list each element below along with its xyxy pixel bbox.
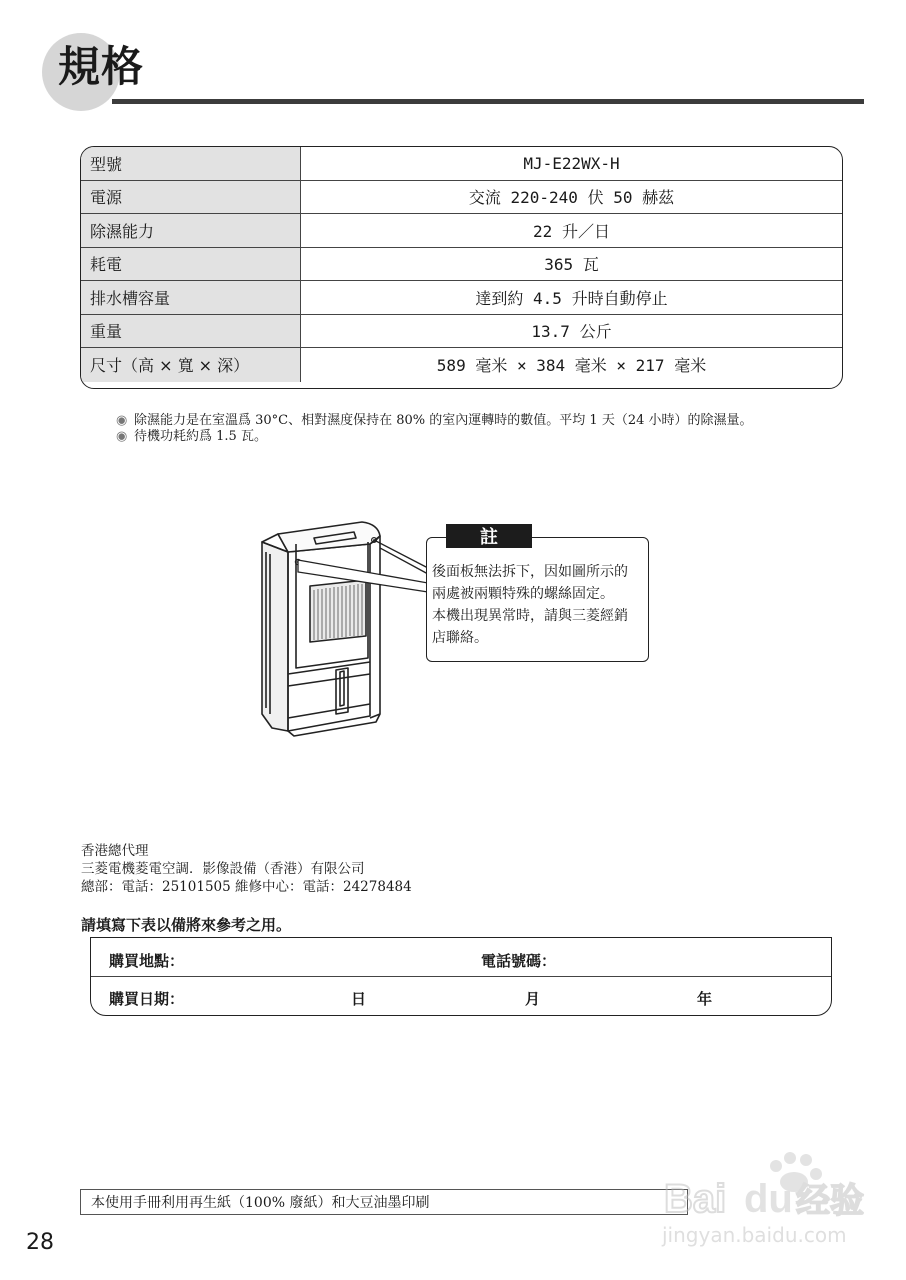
dehumidifier-illustration <box>258 518 430 738</box>
page-title: 規格 <box>58 42 145 91</box>
svg-text:jingyan.baidu.com: jingyan.baidu.com <box>662 1223 847 1247</box>
spec-label: 尺寸（高 × 寬 × 深） <box>81 348 301 382</box>
spec-row-dehumidify <box>81 214 842 248</box>
agent-title: 香港總代理 <box>81 843 149 859</box>
spec-label: 除濕能力 <box>81 214 301 247</box>
date-month-label: 月 <box>525 990 541 1008</box>
baidu-watermark <box>656 1150 886 1250</box>
spec-table <box>80 146 843 389</box>
spec-row-dimensions <box>81 348 842 382</box>
page-number: 28 <box>26 1230 54 1255</box>
svg-text:du: du <box>744 1177 793 1221</box>
svg-text:Bai: Bai <box>664 1177 727 1221</box>
date-day-label: 日 <box>351 990 367 1008</box>
callout-line: 兩處被兩顆特殊的螺絲固定。 <box>432 586 614 602</box>
phone-number-label: 電話號碼： <box>481 952 557 970</box>
spec-label: 重量 <box>81 315 301 348</box>
bullet-icon: ◉ <box>116 429 128 444</box>
purchase-place-label: 購買地點： <box>109 952 185 970</box>
agent-info <box>81 842 412 896</box>
purchase-record-form <box>90 937 832 1016</box>
svg-text:经验: 经验 <box>796 1181 864 1221</box>
title-rule <box>112 99 864 104</box>
spec-value: 365 瓦 <box>544 255 599 275</box>
spec-label: 耗電 <box>81 248 301 281</box>
spec-value: 22 升／日 <box>533 221 610 241</box>
spec-label: 電源 <box>81 181 301 214</box>
spec-row-power <box>81 181 842 215</box>
callout-line: 後面板無法拆下，因如圖所示的 <box>432 564 628 580</box>
purchase-date-label: 購買日期： <box>109 990 185 1008</box>
spec-value: 589 毫米 × 384 毫米 × 217 毫米 <box>436 356 707 376</box>
spec-label: 排水槽容量 <box>81 281 301 314</box>
note-text: 除濕能力是在室溫爲 30°C、相對濕度保持在 80% 的室內運轉時的數值。平均 1 天（24 小時）的除濕量。 <box>134 413 753 428</box>
spec-row-consumption <box>81 248 842 282</box>
spec-notes <box>116 413 828 445</box>
agent-phones: 總部：電話：25101505 維修中心：電話：24278484 <box>81 879 412 895</box>
note-item <box>116 413 828 429</box>
spec-label: 型號 <box>81 147 301 180</box>
spec-row-tank <box>81 281 842 315</box>
bullet-icon: ◉ <box>116 413 128 428</box>
agent-company: 三菱電機菱電空調．影像設備（香港）有限公司 <box>81 861 365 877</box>
recycled-paper-note: 本使用手冊利用再生紙（100% 廢紙）和大豆油墨印刷 <box>80 1189 688 1215</box>
spec-row-model <box>81 147 842 181</box>
note-text: 待機功耗約爲 1.5 瓦。 <box>134 429 267 444</box>
spec-value: 交流 220-240 伏 50 赫茲 <box>468 188 675 208</box>
note-item <box>116 429 828 445</box>
spec-value: 13.7 公斤 <box>531 322 612 342</box>
date-year-label: 年 <box>697 990 713 1008</box>
form-divider <box>91 976 831 977</box>
spec-value: 達到約 4.5 升時自動停止 <box>475 288 668 308</box>
callout-line: 店聯絡。 <box>432 630 488 646</box>
note-tag: 註 <box>446 524 532 548</box>
note-callout-text <box>432 561 648 649</box>
callout-line: 本機出現異常時，請與三菱經銷 <box>432 608 628 624</box>
spec-value: MJ-E22WX-H <box>523 153 620 173</box>
spec-row-weight <box>81 315 842 349</box>
fill-form-title: 請填寫下表以備將來參考之用。 <box>81 916 292 934</box>
